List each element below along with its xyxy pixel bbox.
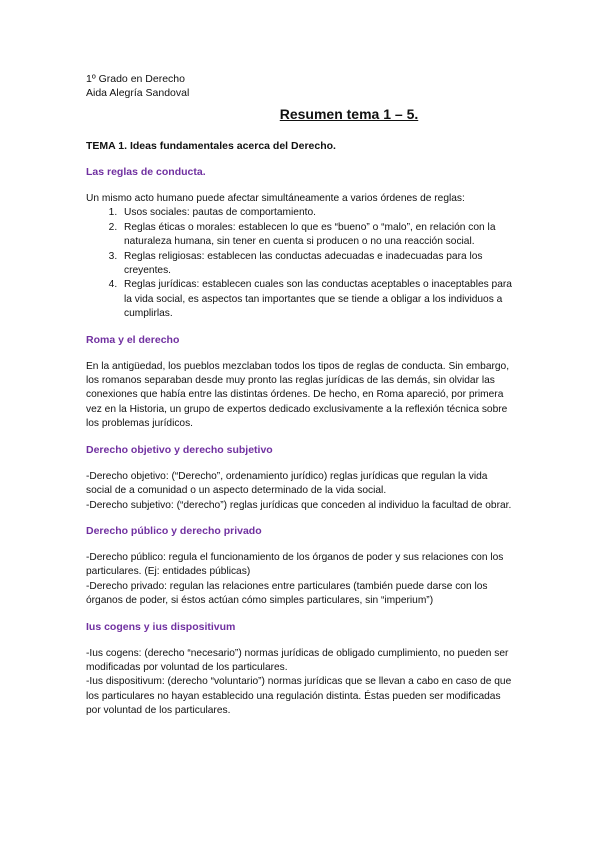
list-item: 1. Usos sociales: pautas de comportamiento.: [120, 206, 514, 220]
author-name: Aida Alegría Sandoval: [86, 87, 190, 99]
list-item: 3. Reglas religiosas: establecen las conductas adecuadas e inadecuadas para los creyentes.: [120, 250, 514, 279]
objetivo-line-2: -Derecho subjetivo: (“derecho”) reglas jurídicas que conceden al individuo la facultad de obrar.: [86, 499, 512, 511]
reglas-intro: Un mismo acto humano puede afectar simultáneamente a varios órdenes de reglas:: [86, 193, 465, 204]
objetivo-line-1: -Derecho objetivo: (“Derecho”, ordenamiento jurídico) reglas jurídicas que regulan la vida social de a comunidad o un aspecto determinado de la vida social.: [86, 470, 488, 497]
section-heading-roma: Roma y el derecho: [86, 333, 180, 346]
section-heading-ius: Ius cogens y ius dispositivum: [86, 620, 236, 633]
list-item: 4. Reglas jurídicas: establecen cuales son las conductas aceptables o inaceptables para la vida social, es aspectos tan importantes que se tiende a obligar a los individuos a cumplirlas.: [120, 278, 514, 321]
ius-line-2: -Ius dispositivum: (derecho “voluntario”) normas jurídicas que se llevan a cabo en caso de que los particulares no hayan establecido una regulación distinta. Éstas pueden ser modificadas por voluntad de los particulares.: [86, 676, 512, 717]
list-item: 2. Reglas éticas o morales: establecen lo que es “bueno” o “malo”, en relación con la naturaleza humana, sin tener en cuenta si producen o no una reacción social.: [120, 221, 514, 250]
roma-paragraph: En la antigüedad, los pueblos mezclaban todos los tipos de reglas de conducta. Sin embargo, los romanos separaban desde muy pronto las reglas jurídicas de las demás, sin olvidar las conexiones que había entre las distintas órdenes. De hecho, en Roma apareció, por primera vez en la Historia, un grupo de expertos dedicado exclusivamente a la reflexión técnica sobre los problemas jurídicos.: [86, 360, 510, 430]
ius-line-1: -Ius cogens: (derecho “necesario”) normas jurídicas de obligado cumplimiento, no pueden ser modificadas por voluntad de los particulares.: [86, 647, 509, 673]
section-heading-publico: Derecho público y derecho privado: [86, 524, 262, 537]
publico-paragraph: [86, 551, 514, 609]
document-title: Resumen tema 1 – 5.: [279, 106, 419, 122]
section-heading-reglas: Las reglas de conducta.: [86, 166, 206, 178]
ius-paragraph: [86, 647, 514, 719]
section-heading-objetivo: Derecho objetivo y derecho subjetivo: [86, 443, 273, 456]
chapter-title: TEMA 1. Ideas fundamentales acerca del Derecho.: [86, 140, 336, 152]
course-line: 1º Grado en Derecho: [86, 73, 185, 85]
publico-line-2: -Derecho privado: regulan las relaciones entre particulares (también puede darse con los órganos de poder, si éstos actúan cómo simples particulares, sin “imperium”): [86, 580, 488, 607]
author-block: [86, 72, 514, 100]
publico-line-1: -Derecho público: regula el funcionamiento de los órganos de poder y sus relaciones con los particulares. (Ej: entidades públicas): [86, 551, 504, 578]
objetivo-paragraph: [86, 470, 514, 513]
reglas-list: [86, 206, 514, 321]
